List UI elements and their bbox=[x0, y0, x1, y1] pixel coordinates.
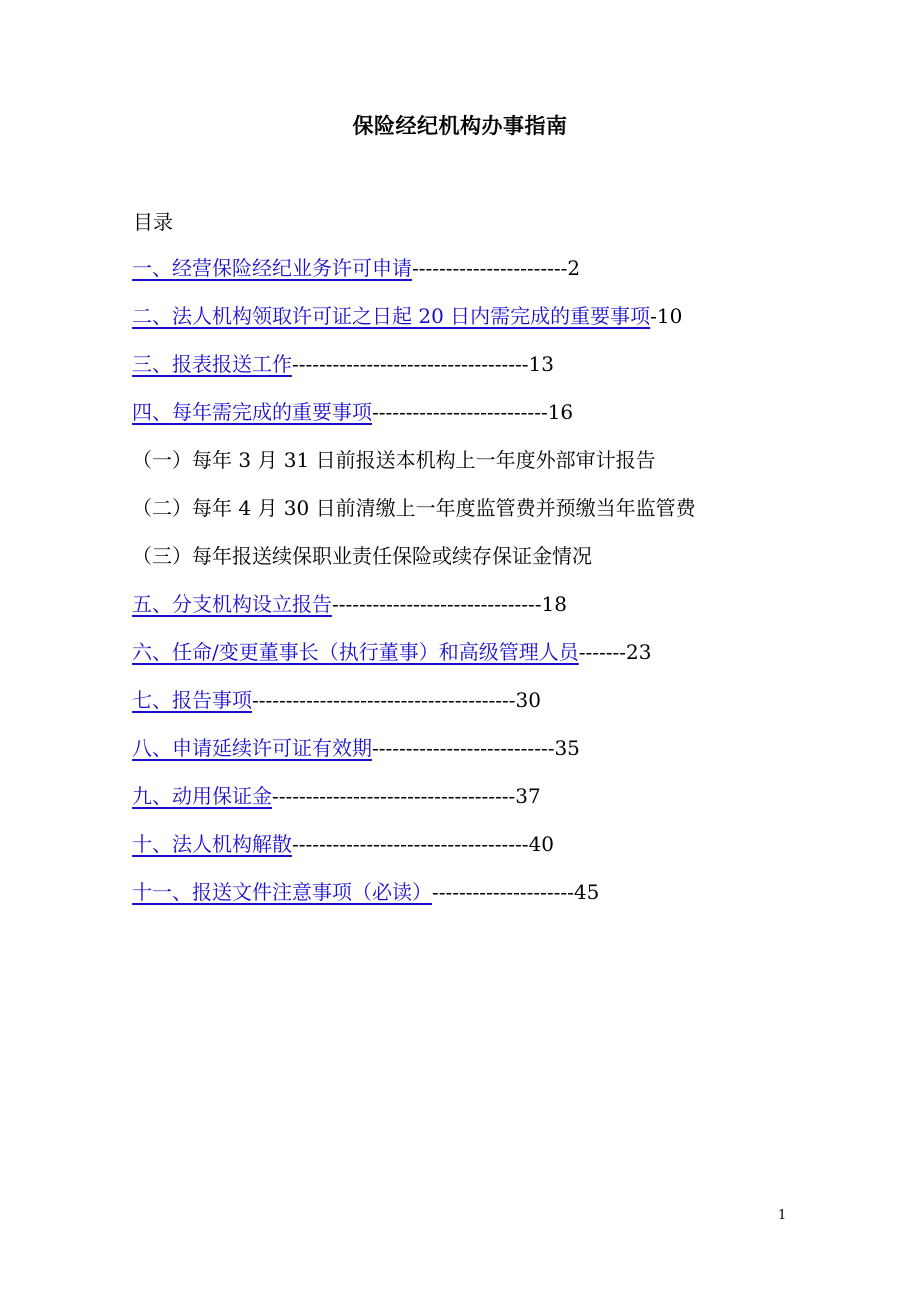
toc-entry-3 bbox=[132, 350, 554, 378]
toc-link-10[interactable]: 十、法人机构解散 bbox=[132, 832, 292, 856]
toc-link-3[interactable]: 三、报表报送工作 bbox=[132, 352, 292, 376]
toc-tail-10: -----------------------------------40 bbox=[292, 832, 554, 856]
toc-sub-entry-3: （三）每年报送续保职业责任保险或续存保证金情况 bbox=[132, 544, 592, 568]
toc-link-8[interactable]: 八、申请延续许可证有效期 bbox=[132, 736, 372, 760]
toc-link-1[interactable]: 一、经营保险经纪业务许可申请 bbox=[132, 256, 412, 280]
toc-tail-1: -----------------------2 bbox=[412, 256, 581, 280]
toc-tail-3: -----------------------------------13 bbox=[292, 352, 554, 376]
toc-link-11[interactable]: 十一、报送文件注意事项（必读） bbox=[132, 880, 432, 904]
toc-entry-10 bbox=[132, 830, 554, 858]
toc-link-2[interactable]: 二、法人机构领取许可证之日起 20 日内需完成的重要事项 bbox=[132, 304, 651, 328]
toc-tail-9: ------------------------------------37 bbox=[272, 784, 541, 808]
toc-link-9[interactable]: 九、动用保证金 bbox=[132, 784, 272, 808]
toc-tail-8: ---------------------------35 bbox=[372, 736, 580, 760]
toc-tail-11: ---------------------45 bbox=[432, 880, 600, 904]
toc-entry-2 bbox=[132, 302, 682, 330]
toc-entry-11 bbox=[132, 878, 599, 906]
toc-entry-4 bbox=[132, 398, 573, 426]
toc-tail-2: -10 bbox=[650, 304, 683, 328]
toc-link-5[interactable]: 五、分支机构设立报告 bbox=[132, 592, 332, 616]
toc-tail-6: -------23 bbox=[578, 640, 652, 664]
toc-entry-7 bbox=[132, 686, 541, 714]
toc-tail-7: ---------------------------------------30 bbox=[252, 688, 542, 712]
toc-entry-1 bbox=[132, 254, 580, 282]
toc-sub-entry-2: （二）每年 4 月 30 日前清缴上一年度监管费并预缴当年监管费 bbox=[132, 496, 696, 520]
toc-link-6[interactable]: 六、任命/变更董事长（执行董事）和高级管理人员 bbox=[132, 640, 579, 664]
page-title: 保险经纪机构办事指南 bbox=[352, 113, 568, 138]
page-number: 1 bbox=[778, 1208, 787, 1223]
toc-entry-6 bbox=[132, 638, 652, 666]
toc-entry-5 bbox=[132, 590, 567, 618]
toc-tail-5: -------------------------------18 bbox=[332, 592, 567, 616]
toc-entry-8 bbox=[132, 734, 580, 762]
toc-link-4[interactable]: 四、每年需完成的重要事项 bbox=[132, 400, 372, 424]
toc-link-7[interactable]: 七、报告事项 bbox=[132, 688, 252, 712]
toc-heading: 目录 bbox=[133, 210, 173, 234]
toc-sub-entry-1: （一）每年 3 月 31 日前报送本机构上一年度外部审计报告 bbox=[132, 448, 656, 472]
toc-entry-9 bbox=[132, 782, 541, 810]
toc-tail-4: --------------------------16 bbox=[372, 400, 574, 424]
